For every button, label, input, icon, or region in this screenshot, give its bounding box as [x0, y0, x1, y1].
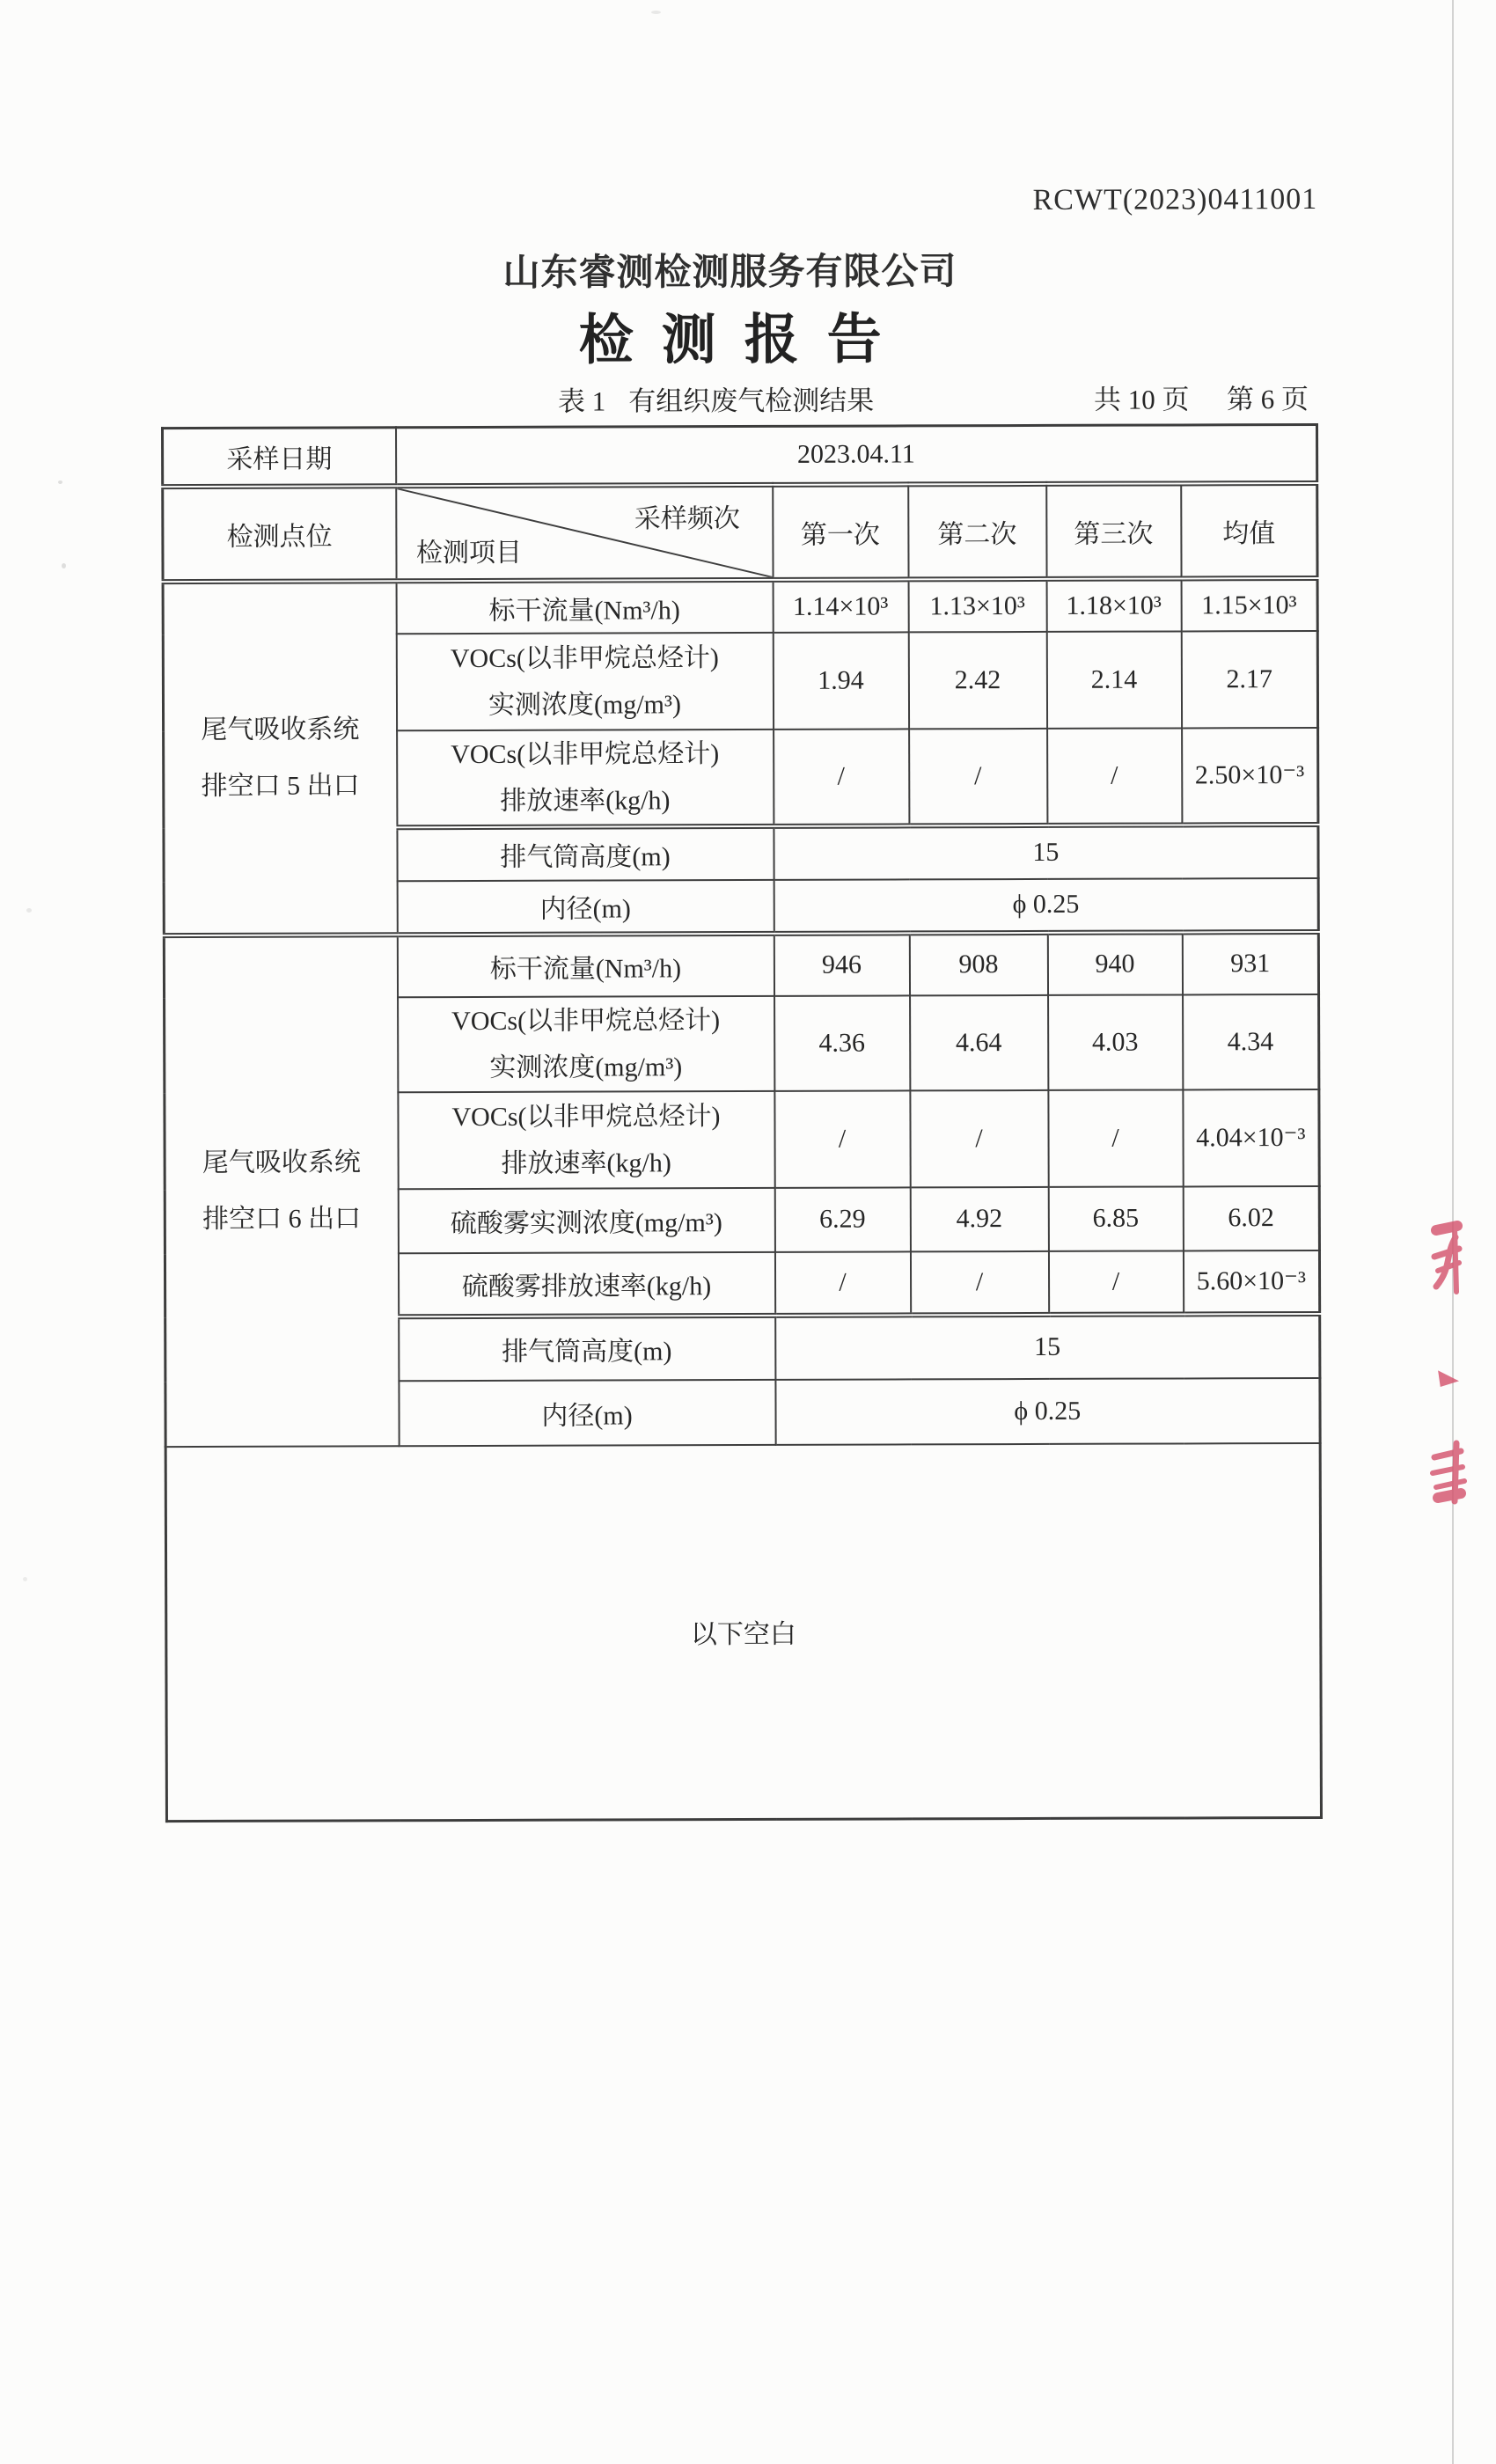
report-title-text: 检测报告: [578, 310, 910, 371]
table-caption: [558, 378, 874, 419]
point-line: 尾气吸收系统: [202, 1148, 361, 1177]
label-line: VOCs(以非甲烷总烃计): [451, 1005, 721, 1036]
table-row: [164, 931, 1318, 997]
value-cell: 946: [774, 933, 909, 995]
scan-speck: [26, 908, 32, 913]
label-line: 实测浓度(mg/m³): [488, 689, 682, 720]
value-cell: /: [910, 1089, 1048, 1186]
merged-value-cell: ϕ 0.25: [775, 1377, 1320, 1444]
value-cell: 4.36: [774, 995, 910, 1090]
table-row: [163, 577, 1317, 634]
pagination: [1094, 377, 1309, 417]
item-label-cell: [396, 632, 773, 730]
item-label-cell: 排气筒高度(m): [397, 825, 774, 880]
item-label-cell: 硫酸雾排放速率(kg/h): [398, 1251, 774, 1316]
diagonal-header-cell: [396, 484, 773, 580]
blank-below-note: 以下空白: [165, 1442, 1321, 1821]
label-line: 排放速率(kg/h): [500, 785, 671, 816]
value-cell: /: [1047, 728, 1182, 825]
value-cell: 1.14×10³: [773, 579, 908, 632]
item-label-cell: 内径(m): [397, 879, 774, 934]
report-title: [0, 293, 1463, 376]
value-cell: /: [910, 1250, 1048, 1314]
value-cell: 2.14: [1046, 631, 1181, 728]
scan-speck: [23, 1577, 27, 1581]
report-number: RCWT(2023)0411001: [1032, 182, 1318, 216]
value-cell: 2.42: [908, 631, 1046, 728]
table-caption-prefix: 表 1: [557, 385, 606, 417]
value-cell: 5.60×10⁻³: [1183, 1250, 1319, 1313]
value-cell: 1.94: [773, 632, 908, 729]
page-current: 第 6 页: [1226, 383, 1309, 415]
value-cell: 4.04×10⁻³: [1183, 1089, 1319, 1185]
merged-value-cell: 15: [774, 824, 1318, 879]
point-line: 排空口 6 出口: [202, 1204, 362, 1234]
label-line: VOCs(以非甲烷总烃计): [451, 738, 720, 769]
label-line: VOCs(以非甲烷总烃计): [450, 642, 719, 673]
value-cell: 2.17: [1181, 630, 1317, 727]
label-line: 排放速率(kg/h): [501, 1148, 671, 1178]
table-caption-text: 有组织废气检测结果: [628, 385, 875, 417]
header-row: [163, 482, 1317, 581]
value-cell: 931: [1182, 931, 1318, 994]
company-name: 山东睿测检测服务有限公司: [502, 252, 957, 294]
point-line: 排空口 5 出口: [201, 770, 360, 801]
results-table: [161, 423, 1323, 1822]
point-label-cell-outlet6: [164, 935, 399, 1447]
diag-label-frequency: 采样频次: [634, 503, 740, 533]
value-cell: /: [1048, 1250, 1183, 1314]
value-cell: 4.34: [1183, 994, 1319, 1089]
value-cell: /: [909, 728, 1047, 825]
value-cell: 1.15×10³: [1181, 577, 1317, 630]
value-cell: /: [774, 729, 909, 825]
merged-value-cell: ϕ 0.25: [774, 877, 1318, 933]
sampling-date-value-cell: 2023.04.11: [396, 424, 1317, 485]
value-cell: /: [1048, 1089, 1183, 1186]
blank-footer-row: [165, 1442, 1321, 1821]
sampling-date-row: [163, 424, 1317, 486]
point-col-header-cell: 检测点位: [163, 486, 396, 582]
value-cell: 908: [909, 932, 1047, 994]
scan-speck: [651, 11, 661, 14]
item-label-cell: 内径(m): [399, 1379, 775, 1445]
value-cell: 940: [1047, 932, 1182, 994]
diag-label-item: 检测项目: [415, 538, 523, 568]
item-label-cell: 标干流量(Nm³/h): [397, 933, 774, 996]
freq-header-cell: 第一次: [773, 484, 908, 579]
sampling-date-label-cell: 采样日期: [163, 428, 396, 487]
freq-header-cell: 第二次: [908, 483, 1046, 578]
item-label-cell: 排气筒高度(m): [399, 1315, 775, 1380]
value-cell: 6.02: [1183, 1185, 1319, 1250]
value-cell: 4.92: [910, 1186, 1048, 1250]
value-cell: 1.18×10³: [1046, 578, 1181, 631]
label-line: 实测浓度(mg/m³): [489, 1052, 683, 1082]
page-total: 共 10 页: [1093, 384, 1190, 415]
merged-value-cell: 15: [775, 1313, 1320, 1379]
value-cell: /: [774, 1251, 910, 1315]
scan-speck: [62, 563, 66, 568]
label-line: VOCs(以非甲烷总烃计): [451, 1101, 721, 1132]
item-label-cell: [397, 729, 774, 826]
value-cell: 6.29: [774, 1187, 910, 1251]
value-cell: 6.85: [1048, 1186, 1183, 1250]
item-label-cell: 硫酸雾实测浓度(mg/m³): [398, 1187, 774, 1252]
freq-header-cell: 均值: [1181, 482, 1317, 577]
item-label-cell: [398, 995, 774, 1091]
value-cell: 1.13×10³: [908, 578, 1046, 631]
value-cell: 2.50×10⁻³: [1182, 727, 1318, 824]
item-label-cell: [398, 1090, 774, 1188]
value-cell: 4.64: [910, 994, 1048, 1089]
point-label-cell-outlet5: [163, 581, 397, 935]
item-label-cell: 标干流量(Nm³/h): [396, 579, 773, 633]
scan-speck: [58, 480, 62, 484]
red-stamp-fragment: [1424, 1216, 1480, 1515]
value-cell: /: [774, 1090, 910, 1187]
freq-header-cell: 第三次: [1046, 483, 1181, 578]
value-cell: 4.03: [1048, 994, 1183, 1089]
point-line: 尾气吸收系统: [201, 714, 360, 744]
